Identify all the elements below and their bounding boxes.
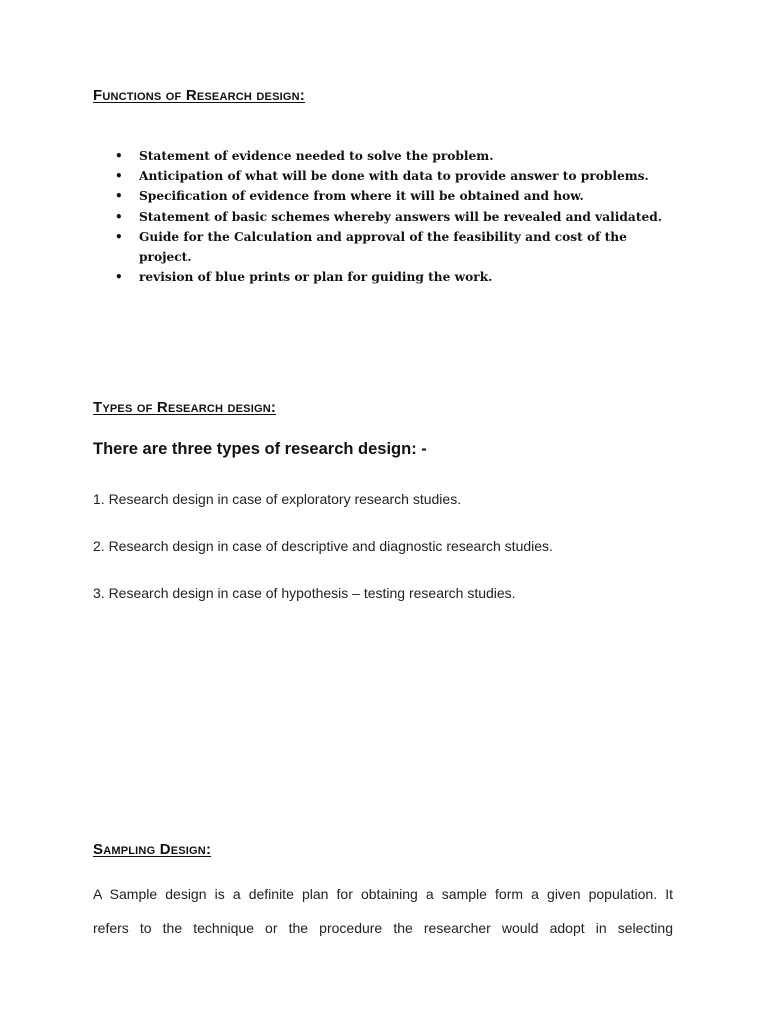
bullet-text: Specification of evidence from where it will be obtained and how. [139, 189, 584, 204]
list-item [112, 186, 682, 206]
bullet-text: revision of blue prints or plan for guiding the work. [139, 270, 493, 285]
types-intro: There are three types of research design: - [93, 440, 427, 458]
sampling-paragraph [93, 877, 673, 945]
bullet-text: Guide for the Calculation and approval of the feasibility and cost of the project. [139, 229, 627, 265]
sampling-heading: Sampling Design: [93, 841, 212, 858]
bullet-icon: • [115, 209, 123, 224]
bullet-icon: • [115, 229, 123, 244]
list-item [112, 166, 682, 186]
list-item [112, 227, 682, 267]
types-heading: Types of Research design: [93, 399, 277, 416]
paragraph-line: A Sample design is a definite plan for obtaining a sample form a given population. It [93, 886, 673, 902]
type-item-exploratory: 1. Research design in case of exploratory research studies. [93, 491, 462, 507]
functions-heading: Functions of Research design: [93, 87, 305, 104]
list-item [112, 267, 682, 287]
bullet-text: Anticipation of what will be done with data to provide answer to problems. [139, 169, 649, 184]
bullet-icon: • [115, 149, 123, 163]
type-item-descriptive: 2. Research design in case of descriptive and diagnostic research studies. [93, 538, 553, 554]
bullet-icon: • [115, 270, 123, 285]
bullet-icon: • [115, 189, 123, 204]
type-item-hypothesis: 3. Research design in case of hypothesis – testing research studies. [93, 585, 516, 601]
bullet-text: Statement of evidence needed to solve the problem. [139, 149, 494, 163]
bullet-icon: • [115, 169, 123, 184]
paragraph-line: refers to the technique or the procedure the researcher would adopt in selecting [93, 920, 673, 936]
functions-bullet-list [112, 146, 682, 287]
list-item [112, 146, 682, 166]
list-item [112, 207, 682, 227]
bullet-text: Statement of basic schemes whereby answers will be revealed and validated. [139, 209, 662, 224]
